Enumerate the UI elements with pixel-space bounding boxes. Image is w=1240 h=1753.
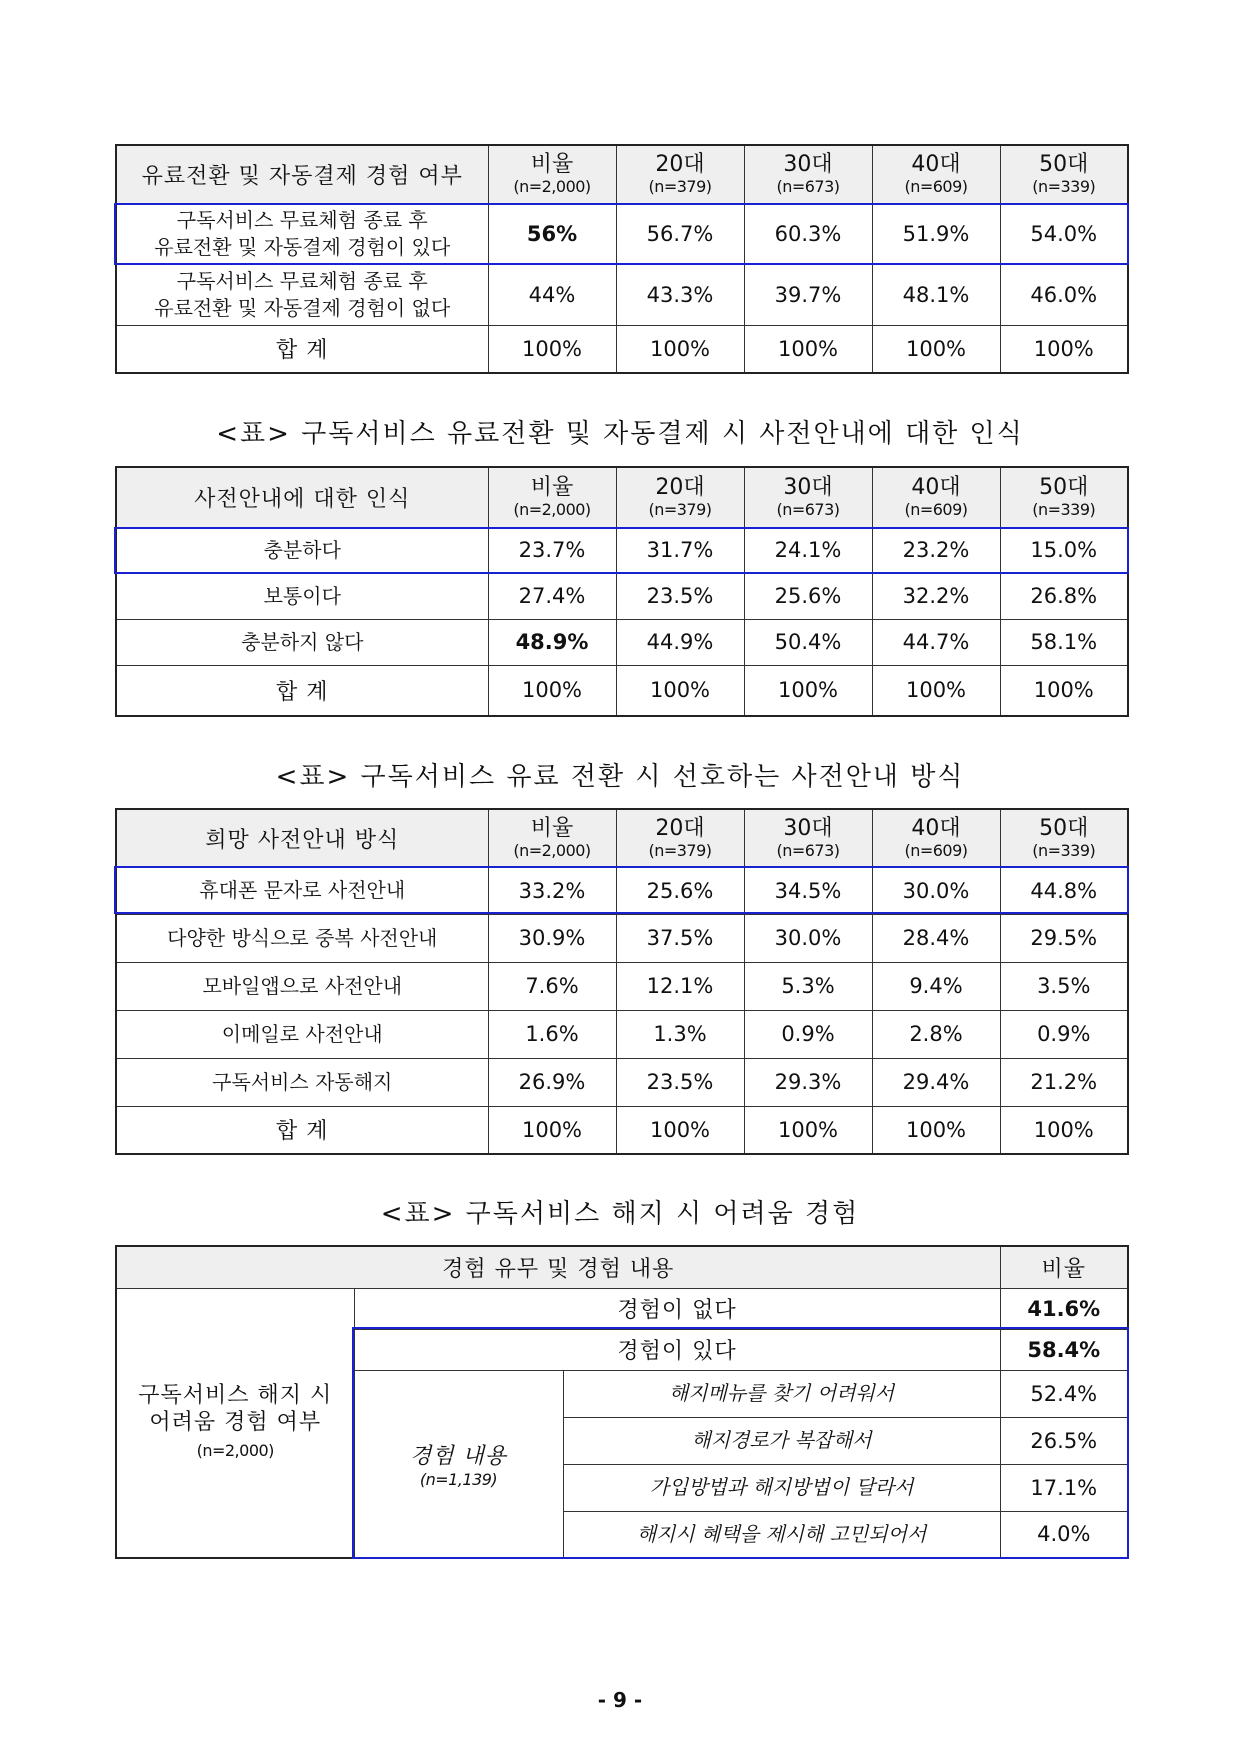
header-col-ratio: 비율 (1000, 1246, 1128, 1288)
cell-value: 60.3% (744, 203, 872, 264)
cell-value: 44.9% (616, 619, 744, 665)
cell-value: 44% (488, 264, 616, 325)
table-row (116, 914, 1128, 962)
table-header-row (116, 809, 1128, 867)
table-total-row (116, 1106, 1128, 1154)
cell-value: 12.1% (616, 962, 744, 1010)
cell-value: 41.6% (1000, 1288, 1128, 1329)
table-row (116, 573, 1128, 619)
cell-value: 58.4% (1000, 1329, 1128, 1370)
row-label: 휴대폰 문자로 사전안내 (116, 867, 488, 914)
table-header-row (116, 145, 1128, 203)
cell-value: 32.2% (872, 573, 1000, 619)
table-cancellation-difficulty (115, 1245, 1129, 1559)
table-caption: <표> 구독서비스 유료 전환 시 선호하는 사전안내 방식 (275, 762, 965, 792)
cell-value: 1.3% (616, 1010, 744, 1058)
group-label: 구독서비스 해지 시 어려움 경험 여부 (n=2,000) (116, 1288, 354, 1558)
table-preferred-notice-method (115, 808, 1129, 1155)
row-label: 구독서비스 무료체험 종료 후 유료전환 및 자동결제 경험이 없다 (116, 264, 488, 325)
row-label: 다양한 방식으로 중복 사전안내 (116, 914, 488, 962)
row-label: 이메일로 사전안내 (116, 1010, 488, 1058)
cell-value: 28.4% (872, 914, 1000, 962)
table-row (116, 203, 1128, 264)
cell-value: 37.5% (616, 914, 744, 962)
cell-value: 7.6% (488, 962, 616, 1010)
reason-label: 해지메뉴를 찾기 어려워서 (563, 1370, 1000, 1417)
row-label: 구독서비스 무료체험 종료 후 유료전환 및 자동결제 경험이 있다 (116, 203, 488, 264)
table-header-row (116, 467, 1128, 527)
cell-value: 0.9% (744, 1010, 872, 1058)
cell-value: 48.9% (488, 619, 616, 665)
cell-value: 100% (1000, 665, 1128, 716)
cell-value: 9.4% (872, 962, 1000, 1010)
cell-value: 100% (488, 325, 616, 373)
table-total-row (116, 325, 1128, 373)
cell-value: 100% (744, 1106, 872, 1154)
table-row (116, 527, 1128, 573)
table-row (116, 867, 1128, 914)
cell-value: 30.0% (744, 914, 872, 962)
cell-value: 23.5% (616, 1058, 744, 1106)
cell-value: 50.4% (744, 619, 872, 665)
cell-value: 100% (872, 325, 1000, 373)
table-total-row (116, 665, 1128, 716)
table-row (116, 619, 1128, 665)
table-row (116, 1010, 1128, 1058)
header-label: 희망 사전안내 방식 (116, 809, 488, 867)
header-col-total: 비율 (n=2,000) (488, 809, 616, 867)
header-col-20s: 20대 (n=379) (616, 809, 744, 867)
cell-value: 1.6% (488, 1010, 616, 1058)
header-label: 경험 유무 및 경험 내용 (116, 1246, 1000, 1288)
header-col-total: 비율 (n=2,000) (488, 145, 616, 203)
cell-value: 100% (744, 665, 872, 716)
cell-value: 100% (872, 665, 1000, 716)
cell-value: 2.8% (872, 1010, 1000, 1058)
header-label: 사전안내에 대한 인식 (116, 467, 488, 527)
cell-value: 39.7% (744, 264, 872, 325)
cell-value: 100% (488, 1106, 616, 1154)
cell-value: 5.3% (744, 962, 872, 1010)
cell-value: 100% (1000, 325, 1128, 373)
table-row (116, 264, 1128, 325)
reason-label: 해지경로가 복잡해서 (563, 1417, 1000, 1464)
cell-value: 44.8% (1000, 867, 1128, 914)
cell-value: 30.0% (872, 867, 1000, 914)
header-col-50s: 50대 (n=339) (1000, 145, 1128, 203)
table-row (116, 962, 1128, 1010)
cell-value: 56% (488, 203, 616, 264)
reason-label: 해지시 혜택을 제시해 고민되어서 (563, 1511, 1000, 1558)
header-col-50s: 50대 (n=339) (1000, 467, 1128, 527)
header-col-50s: 50대 (n=339) (1000, 809, 1128, 867)
cell-value: 100% (1000, 1106, 1128, 1154)
cell-value: 24.1% (744, 527, 872, 573)
cell-value: 27.4% (488, 573, 616, 619)
cell-value: 29.5% (1000, 914, 1128, 962)
header-col-40s: 40대 (n=609) (872, 145, 1000, 203)
no-experience-label: 경험이 없다 (354, 1288, 1000, 1329)
header-label: 유료전환 및 자동결제 경험 여부 (116, 145, 488, 203)
cell-value: 29.4% (872, 1058, 1000, 1106)
cell-value: 44.7% (872, 619, 1000, 665)
cell-value: 43.3% (616, 264, 744, 325)
cell-value: 29.3% (744, 1058, 872, 1106)
cell-value: 26.8% (1000, 573, 1128, 619)
table-advance-notice-perception (115, 466, 1129, 717)
sub-group-label: 경험 내용 (n=1,139) (354, 1370, 563, 1558)
total-label: 합 계 (116, 665, 488, 716)
cell-value: 4.0% (1000, 1511, 1128, 1558)
cell-value: 23.7% (488, 527, 616, 573)
header-col-30s: 30대 (n=673) (744, 145, 872, 203)
row-label: 보통이다 (116, 573, 488, 619)
cell-value: 100% (616, 1106, 744, 1154)
table-row (116, 1288, 1128, 1329)
header-col-40s: 40대 (n=609) (872, 467, 1000, 527)
cell-value: 54.0% (1000, 203, 1128, 264)
cell-value: 25.6% (744, 573, 872, 619)
table-caption: <표> 구독서비스 유료전환 및 자동결제 시 사전안내에 대한 인식 (216, 419, 1024, 449)
total-label: 합 계 (116, 325, 488, 373)
cell-value: 34.5% (744, 867, 872, 914)
yes-experience-label: 경험이 있다 (354, 1329, 1000, 1370)
cell-value: 30.9% (488, 914, 616, 962)
cell-value: 31.7% (616, 527, 744, 573)
cell-value: 33.2% (488, 867, 616, 914)
cell-value: 100% (616, 665, 744, 716)
reason-label: 가입방법과 해지방법이 달라서 (563, 1464, 1000, 1511)
header-col-40s: 40대 (n=609) (872, 809, 1000, 867)
cell-value: 3.5% (1000, 962, 1128, 1010)
cell-value: 23.2% (872, 527, 1000, 573)
cell-value: 51.9% (872, 203, 1000, 264)
cell-value: 52.4% (1000, 1370, 1128, 1417)
cell-value: 100% (488, 665, 616, 716)
row-label: 모바일앱으로 사전안내 (116, 962, 488, 1010)
cell-value: 23.5% (616, 573, 744, 619)
cell-value: 48.1% (872, 264, 1000, 325)
header-col-20s: 20대 (n=379) (616, 467, 744, 527)
cell-value: 100% (744, 325, 872, 373)
cell-value: 25.6% (616, 867, 744, 914)
table-caption: <표> 구독서비스 해지 시 어려움 경험 (380, 1199, 860, 1229)
header-col-30s: 30대 (n=673) (744, 467, 872, 527)
cell-value: 17.1% (1000, 1464, 1128, 1511)
row-label: 충분하지 않다 (116, 619, 488, 665)
cell-value: 100% (616, 325, 744, 373)
cell-value: 56.7% (616, 203, 744, 264)
header-col-total: 비율 (n=2,000) (488, 467, 616, 527)
row-label: 충분하다 (116, 527, 488, 573)
cell-value: 58.1% (1000, 619, 1128, 665)
header-col-30s: 30대 (n=673) (744, 809, 872, 867)
table-header-row (116, 1246, 1128, 1288)
table-row (116, 1058, 1128, 1106)
cell-value: 46.0% (1000, 264, 1128, 325)
cell-value: 26.5% (1000, 1417, 1128, 1464)
page-number: - 9 - (597, 1688, 643, 1712)
cell-value: 100% (872, 1106, 1000, 1154)
cell-value: 0.9% (1000, 1010, 1128, 1058)
cell-value: 26.9% (488, 1058, 616, 1106)
header-col-20s: 20대 (n=379) (616, 145, 744, 203)
cell-value: 21.2% (1000, 1058, 1128, 1106)
total-label: 합 계 (116, 1106, 488, 1154)
table-paid-conversion-experience (115, 144, 1129, 374)
row-label: 구독서비스 자동해지 (116, 1058, 488, 1106)
cell-value: 15.0% (1000, 527, 1128, 573)
